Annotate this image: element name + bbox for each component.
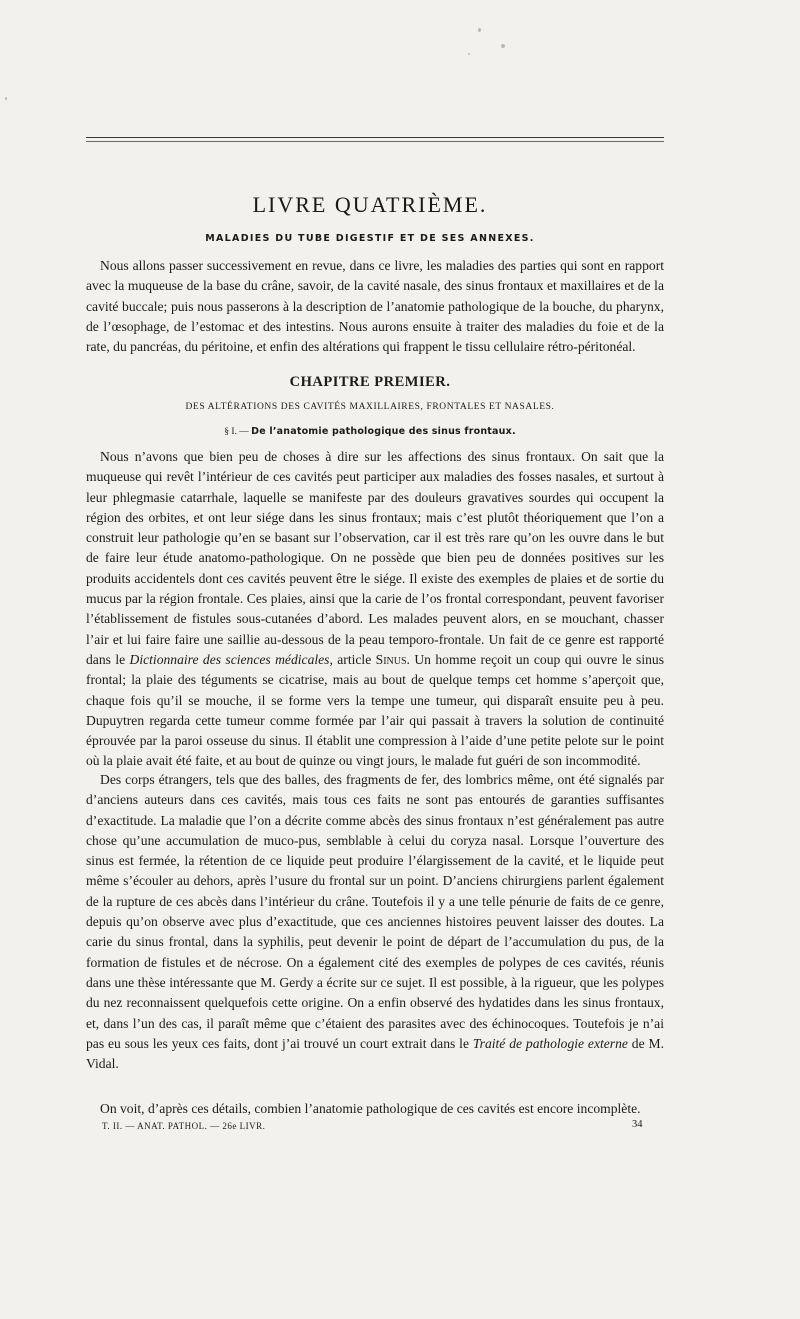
paragraph-2-part-a: Des corps étrangers, tels que des balles, des fragments de fer, des lombrics même, ont été signalés par d’anciens auteurs dans ces cavités, mais tous ces faits ne sont pas entourés de garanties suffisantes d’exactitude. La maladie que l’on a décrite comme abcès des sinus frontaux n’est généralement pas autre chose qu’une accumulation de muco-pus, semblable à celui du coryza nasal. Lorsque l’ouverture des sinus est fermée, la rétention de ce liquide peut produire l’élargissement de la cavité, et le liquide peut même s’écouler au dehors, après l’usure du frontal sur un point. D’anciens chirurgiens parlent également de la rupture de ces abcès dans l’intérieur du crâne. Toutefois il y a une telle pénurie de faits de ce genre, depuis qu’on observe avec plus d’exactitude, que ces anciennes histoires peuvent laisser des doutes. La carie du sinus frontal, dans la syphilis, peut devenir le point de départ de l’accumulation du pus, de la formation de fistules et de nécrose. On a également cité des exemples de polypes de ces cavités, réunis dans une thèse intéressante que M. Gerdy a écrite sur ce sujet. Il est possible, à la rigueur, que les polypes du nez reconnaissent quelquefois cette origine. On a enfin observé des hydatides dans les sinus frontaux, et, dans l’un des cas, il paraît même que c’étaient des parasites avec des échinocoques. Toutefois je n’ai pas eu sous les yeux ces faits, dont j’ai trouvé un court extrait dans le [86, 772, 664, 1051]
paper-speck [501, 44, 505, 48]
footer-signature-number: 34 [632, 1119, 643, 1130]
paragraph-1-text [86, 447, 664, 772]
body-paragraph-1 [86, 447, 664, 772]
subsection-number: § I. — [224, 427, 249, 437]
citation-traite: Traité de pathologie externe [472, 1035, 628, 1051]
citation-article-prefix: article [332, 651, 376, 667]
intro-paragraph [86, 256, 664, 357]
paper-speck [468, 53, 470, 55]
paragraph-3-text: On voit, d’après ces détails, combien l’anatomie pathologique de ces cavités est encore incomplète. [100, 1101, 641, 1116]
subsection-title: De l’anatomie pathologique des sinus frontaux. [251, 426, 516, 437]
paper-speck [478, 28, 481, 32]
citation-dictionnaire: Dictionnaire des sciences médicales, [129, 651, 333, 667]
paragraph-1-part-b: . Un homme reçoit un coup qui ouvre le sinus frontal; la plaie des téguments se cicatrise, mais au bout de quelque temps cet homme s’aperçoit que, chaque fois qu’il se mouche, il se forme vers la tempe une tumeur, qui disparaît ensuite peu à peu. Dupuytren regarda cette tumeur comme formée par l’air qui passait à travers la solution de continuité éprouvée par la paroi osseuse du sinus. Il établit une compression à l’aide d’une petite pelote sur le point où la plaie avait été faite, et au bout de quinze ou vingt jours, le malade fut guéri de son incommodité. [86, 651, 664, 769]
header-rule [86, 137, 664, 138]
section-title: MALADIES DU TUBE DIGESTIF ET DE SES ANNEXES. [205, 233, 535, 244]
chapter-subtitle: DES ALTÉRATIONS DES CAVITÉS MAXILLAIRES, FRONTALES ET NASALES. [185, 402, 555, 412]
header-rule-thin [86, 141, 664, 142]
subsection-heading [0, 426, 740, 437]
citation-article-sinus: Sinus [375, 651, 407, 667]
chapter-title: CHAPITRE PREMIER. [289, 374, 451, 390]
paragraph-2-text [86, 770, 664, 1074]
paragraph-1-part-a: Nous n’avons que bien peu de choses à dire sur les affections des sinus frontaux. On sait que la muqueuse qui revêt l’intérieur de ces cavités peut participer aux maladies des fosses nasales, et surtout à leur phlegmasie catarrhale, laquelle se manifeste par des douleurs gravatives sourdes qui occupent la région des orbites, et ont leur siége dans les sinus frontaux; mais c’est plutôt théoriquement que l’on a construit leur pathologie qu’en se basant sur l’observation, car il est très rare qu’on les ouvre dans le but de faire leur étude anatomo-pathologique. On ne possède que bien peu de données positives sur les produits accidentels dont ces cavités peuvent être le siége. Il existe des exemples de plaies et de sortie du mucus par la région frontale. Ces plaies, ainsi que la carie de l’os frontal correspondant, peuvent favoriser l’établissement de fistules sous-cutanées d’abord. Les malades peuvent alors, en se mouchant, chasser l’air et lui faire faire une saillie au-dessous de la peau temporo-frontale. Un fait de ce genre est rapporté dans le [86, 449, 664, 667]
footer-signature-line: T. II. — ANAT. PATHOL. — 26e LIVR. [102, 1121, 266, 1131]
body-paragraph-3 [86, 1099, 664, 1119]
paragraph-2-part-b: de M. Vidal. [86, 1035, 664, 1072]
body-paragraph-2 [86, 770, 664, 1074]
book-title: LIVRE QUATRIÈME. [252, 192, 488, 217]
intro-paragraph-text: Nous allons passer successivement en revue, dans ce livre, les maladies des parties qui sont en rapport avec la muqueuse de la base du crâne, savoir, de la cavité nasale, des sinus frontaux et maxillaires et de la cavité buccale; puis nous passerons à la description de l’anatomie pathologique de la bouche, du pharynx, de l’œsophage, de l’estomac et des intestins. Nous aurons ensuite à traiter des maladies du foie et de la rate, du pancréas, du péritoine, et enfin des altérations qui frappent le tissu cellulaire rétro-péritonéal. [86, 258, 664, 355]
paper-speck [5, 97, 7, 100]
